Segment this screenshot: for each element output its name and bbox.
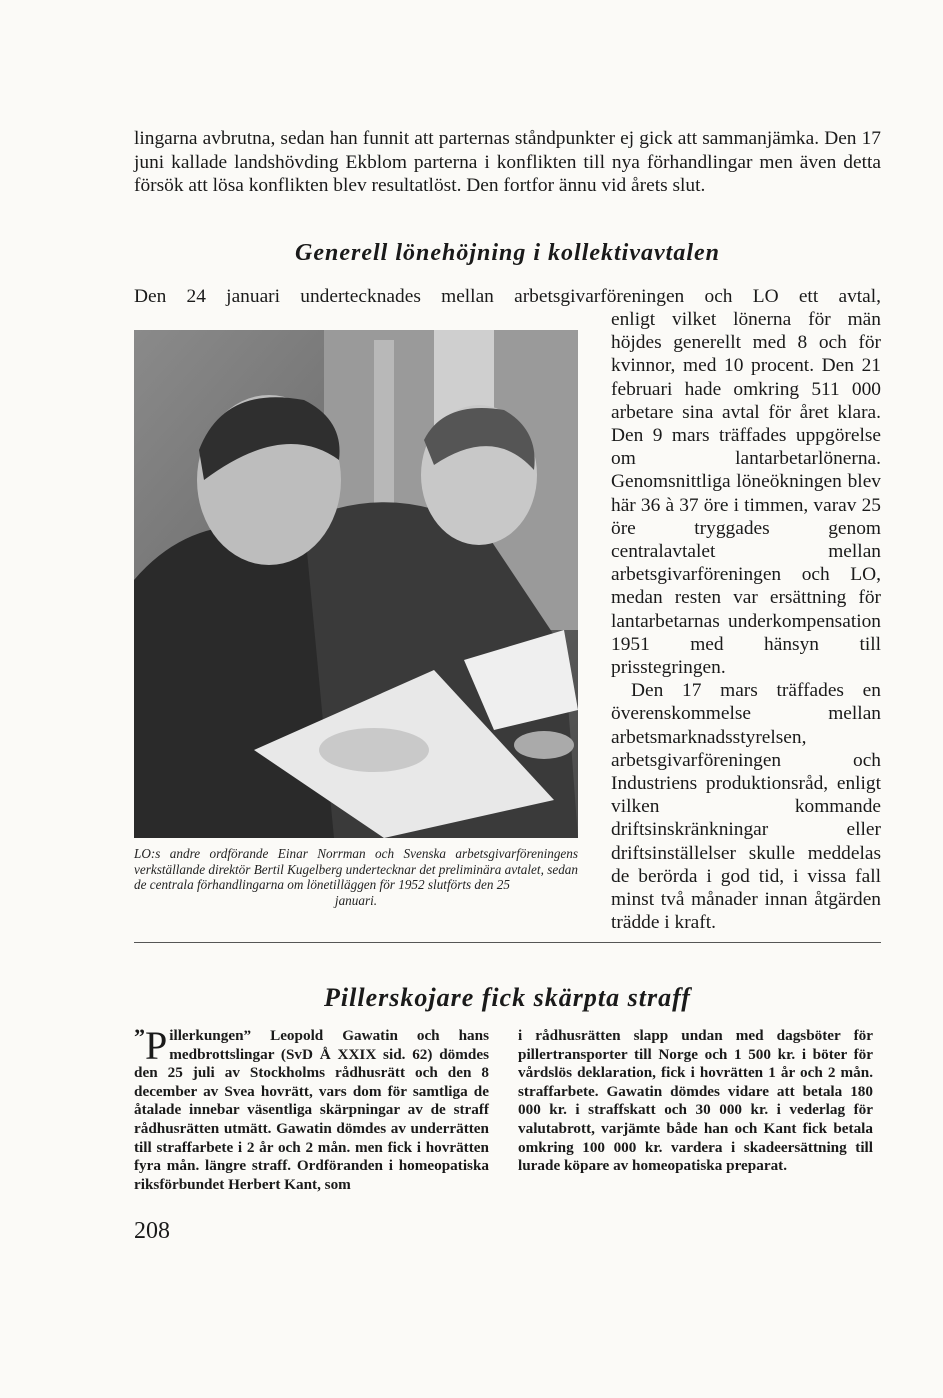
- lead-line: Den 24 januari undertecknades mellan arbetsgivarföreningen och LO ett avtal,: [134, 286, 881, 307]
- caption-end: januari.: [334, 892, 378, 908]
- section-heading-wages: Generell lönehöjning i kollektivavtalen: [295, 240, 720, 266]
- article-column-right: [518, 1027, 873, 1176]
- caption-text: LO:s andre ordförande Einar Norrman och Svenska arbetsgivarföreningens verkställande direktör Bertil Kugelberg undertecknar det preliminära avtalet, sedan de centrala förhandlingarna om lönetilläggen för 1952 slutförts den 25: [134, 846, 578, 893]
- wage-text-column: [611, 308, 881, 934]
- photo-signing: [134, 330, 578, 838]
- article-text-left: illerkungen” Leopold Gawatin och hans medbrottslingar (SvD Å XXIX sid. 62) dömdes den 25 juli av Stockholms rådhusrätt och den 8 december av Svea hovrätt, vars dom för samtliga de åtalade innebar väsentliga skärpningar av de straff rådhusrätten utmätt. Gawatin dömdes av underrätten till straffarbete i 2 år och 2 mån. men fick i hovrätten fyra mån. längre straff. Ordföranden i homeopatiska riksförbundet Herbert Kant, som: [134, 1027, 489, 1193]
- page-number: 208: [134, 1218, 170, 1244]
- photo-caption: [134, 846, 578, 908]
- article-text-right: i rådhusrätten slapp undan med dagsböter för pillertransporter till Norge och 1 500 kr. i böter för vårdslös deklaration, fick i hovrätten 1 år och 2 mån. straffarbete. Gawatin dömdes vidare att betala 180 000 kr. i straffskatt och 30 000 kr. i vederlag för valutabrott, varjämte både han och Kant fick betala omkring 100 000 kr. vardera i skadeersättning till lurade köpare av homeopatiska preparat.: [518, 1027, 873, 1175]
- intro-paragraph: lingarna avbrutna, sedan han funnit att parternas ståndpunkter ej gick att sammanjämka. Den 17 juni kallade landshövding Ekblom parterna i konflikten till nya förhandlingar men även detta försök att lösa konflikten blev resultatlöst. Den fortfor ännu vid årets slut.: [134, 128, 881, 196]
- drop-cap: P: [145, 1023, 168, 1068]
- quote-mark: ”: [134, 1024, 145, 1049]
- wage-paragraph-1: enligt vilket lönerna för män höjdes generellt med 8 och för kvinnor, med 10 procent. Den 21 februari hade omkring 511 000 arbetare sina avtal för året klara. Den 9 mars träffades uppgörelse om lantarbetarlönerna. Genomsnittliga löneökningen blev här 36 à 37 öre i timmen, varav 25 öre tryggades genom centralavtalet mellan arbetsgivarföreningen och LO, medan resten var ersättning för lantarbetarnas underkompensation 1951 med hänsyn till prisstegringen.: [611, 309, 881, 679]
- article-column-left: [134, 1023, 489, 1194]
- section-divider: [134, 942, 881, 943]
- section-heading-pills: Pillerskojare fick skärpta straff: [324, 983, 691, 1012]
- wage-paragraph-2: Den 17 mars träffades en överenskommelse mellan arbetsmarknadsstyrelsen, arbetsgivarföreningen och Industriens produktionsråd, enligt vilken kommande driftsinskränkningar eller driftsinställelser skulle meddelas de berörda i god tid, i vissa fall minst två månader innan åtgärden trädde i kraft.: [611, 680, 881, 934]
